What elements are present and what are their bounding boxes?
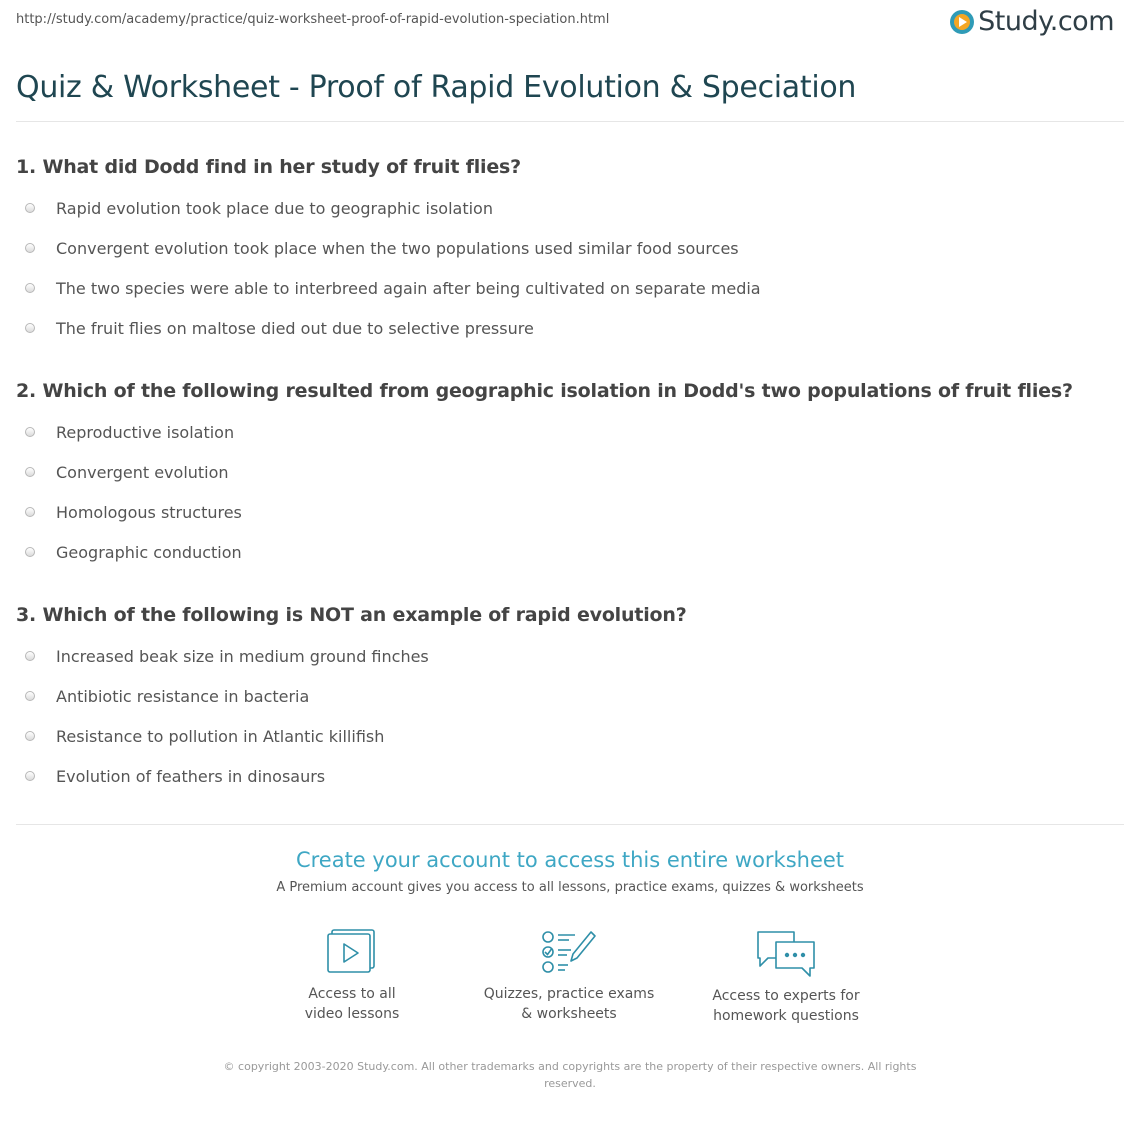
divider xyxy=(16,824,1124,825)
question-1 xyxy=(16,156,1124,348)
video-lesson-icon xyxy=(326,928,378,976)
copyright-notice: © copyright 2003-2020 Study.com. All other trademarks and copyrights are the property of their respective owners. All rights reserved. xyxy=(223,1060,917,1090)
answer-label: Convergent evolution took place when the two populations used similar food sources xyxy=(56,238,739,258)
signup-cta xyxy=(0,848,1140,895)
answer-label: Convergent evolution xyxy=(56,462,229,482)
chat-bubbles-icon xyxy=(754,928,818,978)
feature-line: video lessons xyxy=(304,1006,400,1022)
feature-line: Access to all xyxy=(308,986,396,1002)
feature-experts xyxy=(686,928,886,1026)
radio-icon[interactable] xyxy=(25,467,35,477)
play-logo-icon xyxy=(950,10,974,34)
question-text: 1. What did Dodd find in her study of fruit flies? xyxy=(16,156,521,178)
answer-label: Geographic conduction xyxy=(56,542,242,562)
radio-icon[interactable] xyxy=(25,203,35,213)
logo-text: Study.com xyxy=(978,6,1114,37)
answer-option[interactable] xyxy=(16,228,1124,268)
answer-option[interactable] xyxy=(16,452,1124,492)
answer-options xyxy=(16,188,1124,348)
answer-label: Evolution of feathers in dinosaurs xyxy=(56,766,326,786)
answer-option[interactable] xyxy=(16,308,1124,348)
answer-label: Resistance to pollution in Atlantic killifish xyxy=(56,726,385,746)
question-text: 3. Which of the following is NOT an example of rapid evolution? xyxy=(16,604,687,626)
divider xyxy=(16,121,1124,122)
answer-option[interactable] xyxy=(16,412,1124,452)
answer-label: Antibiotic resistance in bacteria xyxy=(56,686,310,706)
question-2 xyxy=(16,380,1124,572)
answer-option[interactable] xyxy=(16,532,1124,572)
answer-option[interactable] xyxy=(16,188,1124,228)
radio-icon[interactable] xyxy=(25,691,35,701)
quiz-checklist-icon xyxy=(541,928,597,976)
feature-quizzes xyxy=(469,928,669,1024)
radio-icon[interactable] xyxy=(25,283,35,293)
radio-icon[interactable] xyxy=(25,243,35,253)
answer-options xyxy=(16,412,1124,572)
feature-line: homework questions xyxy=(713,1008,859,1024)
feature-line: & worksheets xyxy=(521,1006,617,1022)
answer-label: Increased beak size in medium ground finches xyxy=(56,646,429,666)
question-3 xyxy=(16,604,1124,796)
answer-options xyxy=(16,636,1124,796)
cta-link[interactable]: Create your account to access this entire worksheet xyxy=(295,848,845,872)
feature-label xyxy=(252,984,452,1024)
answer-option[interactable] xyxy=(16,676,1124,716)
page-title: Quiz & Worksheet - Proof of Rapid Evolution & Speciation xyxy=(16,70,857,105)
answer-option[interactable] xyxy=(16,268,1124,308)
feature-line: Access to experts for xyxy=(712,988,860,1004)
answer-option[interactable] xyxy=(16,492,1124,532)
feature-line: Quizzes, practice exams xyxy=(483,986,655,1002)
answer-option[interactable] xyxy=(16,756,1124,796)
study-logo[interactable] xyxy=(950,6,1114,37)
answer-label: Homologous structures xyxy=(56,502,242,522)
feature-label xyxy=(686,986,886,1026)
feature-label xyxy=(469,984,669,1024)
radio-icon[interactable] xyxy=(25,323,35,333)
page-header xyxy=(0,0,1140,60)
answer-option[interactable] xyxy=(16,716,1124,756)
answer-option[interactable] xyxy=(16,636,1124,676)
answer-label: Reproductive isolation xyxy=(56,422,235,442)
cta-subtitle: A Premium account gives you access to all lessons, practice exams, quizzes & worksheets xyxy=(276,880,864,895)
radio-icon[interactable] xyxy=(25,731,35,741)
answer-label: Rapid evolution took place due to geographic isolation xyxy=(56,198,493,218)
radio-icon[interactable] xyxy=(25,547,35,557)
radio-icon[interactable] xyxy=(25,427,35,437)
answer-label: The two species were able to interbreed again after being cultivated on separate media xyxy=(56,278,761,298)
feature-video-lessons xyxy=(252,928,452,1024)
radio-icon[interactable] xyxy=(25,651,35,661)
radio-icon[interactable] xyxy=(25,507,35,517)
page-url: http://study.com/academy/practice/quiz-worksheet-proof-of-rapid-evolution-speciation.html xyxy=(16,12,610,27)
question-text: 2. Which of the following resulted from geographic isolation in Dodd's two populations of fruit flies? xyxy=(16,380,1073,402)
answer-label: The fruit flies on maltose died out due to selective pressure xyxy=(56,318,534,338)
radio-icon[interactable] xyxy=(25,771,35,781)
